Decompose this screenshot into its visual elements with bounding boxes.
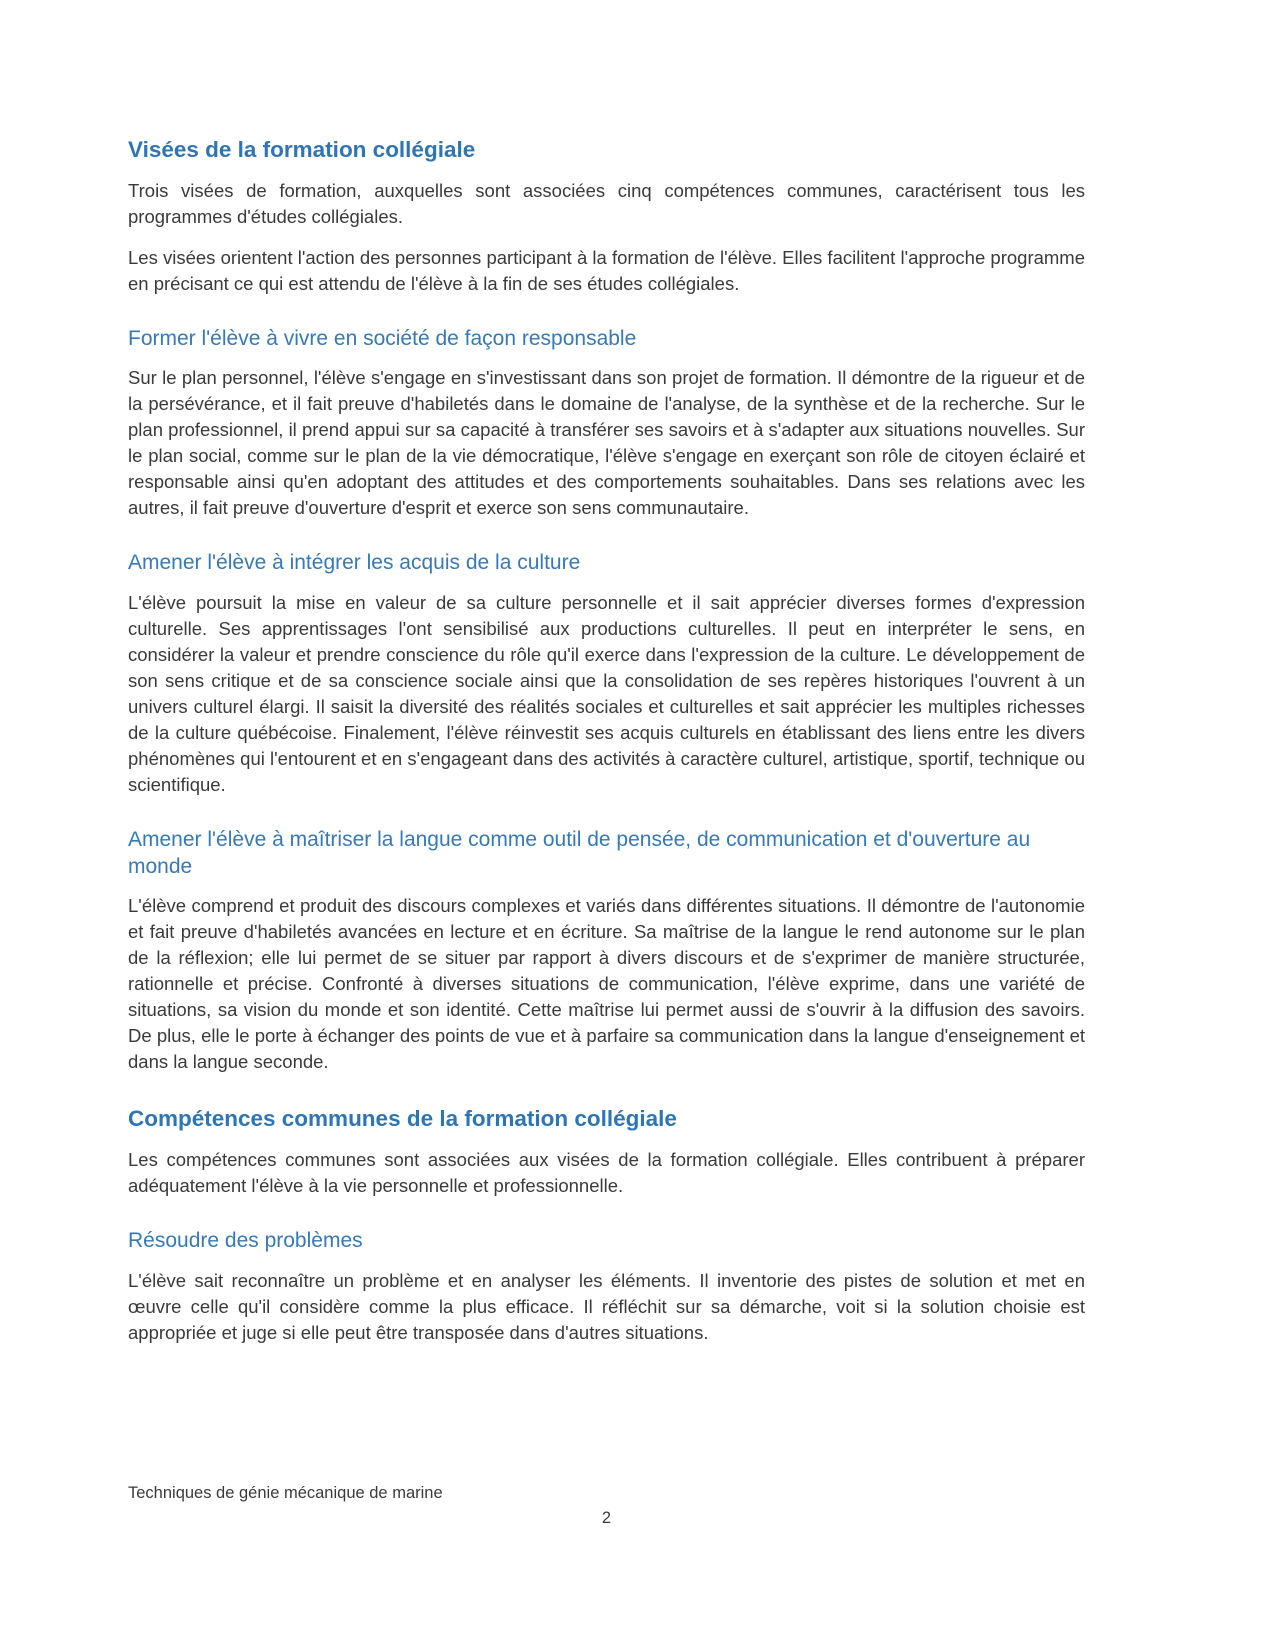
paragraph-visees-intro-1: Trois visées de formation, auxquelles sont associées cinq compétences communes, caractérisent tous les programmes d'études collégiales. — [128, 180, 1085, 228]
footer-program-name: Techniques de génie mécanique de marine — [128, 1484, 443, 1502]
page-footer — [128, 1484, 1085, 1528]
section-title-competences: Compétences communes de la formation collégiale — [128, 1106, 677, 1132]
subsection-title-acquis-culture: Amener l'élève à intégrer les acquis de la culture — [128, 551, 581, 575]
document-content — [128, 136, 1085, 1361]
section-title-visees: Visées de la formation collégiale — [128, 137, 476, 162]
paragraph-visees-intro-2: Les visées orientent l'action des personnes participant à la formation de l'élève. Elles facilitent l'approche programme en précisant ce qui est attendu de l'élève à la fin de ses études collégiales. — [128, 247, 1085, 295]
paragraph-competences-intro: Les compétences communes sont associées aux visées de la formation collégiale. Elles contribuent à préparer adéquatement l'élève à la vie personnelle et professionnelle. — [128, 1149, 1085, 1197]
page-number: 2 — [601, 1509, 612, 1527]
paragraph-acquis-culture: L'élève poursuit la mise en valeur de sa culture personnelle et il sait apprécier diverses formes d'expression culturelle. Ses apprentissages l'ont sensibilisé aux productions culturelles. Il peut en interpréter le sens, en considérer la valeur et prendre conscience du rôle qu'il exerce dans l'expression de la culture. Le développement de son sens critique et de sa conscience sociale ainsi que la consolidation de ses repères historiques l'ouvrent à un univers culturel élargi. Il saisit la diversité des réalités sociales et culturelles et sait apprécier les multiples richesses de la culture québécoise. Finalement, l'élève réinvestit ses acquis culturels en établissant des liens entre les divers phénomènes qui l'entourent et en s'engageant dans des activités à caractère culturel, artistique, sportif, technique ou scientifique. — [128, 591, 1085, 795]
subsection-title-maitriser-langue: Amener l'élève à maîtriser la langue comme outil de pensée, de communication et d'ouverture au monde — [128, 827, 1031, 879]
paragraph-maitriser-langue: L'élève comprend et produit des discours complexes et variés dans différentes situations. Il démontre de l'autonomie et fait preuve d'habiletés avancées en lecture et en écriture. Sa maîtrise de la langue le rend autonome sur le plan de la réflexion; elle lui permet de se situer par rapport à divers discours et de s'exprimer de manière structurée, rationnelle et précise. Confronté à diverses situations de communication, l'élève exprime, dans une variété de situations, sa vision du monde et son identité. Cette maîtrise lui permet aussi de s'ouvrir à la diffusion des savoirs. De plus, elle le porte à échanger des points de vue et à parfaire sa communication dans la langue d'enseignement et dans la langue seconde. — [128, 895, 1085, 1073]
subsection-title-former-eleve: Former l'élève à vivre en société de façon responsable — [128, 327, 637, 351]
paragraph-former-eleve: Sur le plan personnel, l'élève s'engage en s'investissant dans son projet de formation. Il démontre de la rigueur et de la persévérance, et il fait preuve d'habiletés dans le domaine de l'analyse, de la synthèse et de la recherche. Sur le plan professionnel, il prend appui sur sa capacité à transférer ses savoirs et à s'adapter aux situations nouvelles. Sur le plan social, comme sur le plan de la vie démocratique, l'élève s'engage en exerçant son rôle de citoyen éclairé et responsable ainsi qu'en adoptant des attitudes et des comportements souhaitables. Dans ses relations avec les autres, il fait preuve d'ouverture d'esprit et exerce son sens communautaire. — [128, 367, 1085, 519]
subsection-title-resoudre-problemes: Résoudre des problèmes — [128, 1229, 363, 1253]
paragraph-resoudre-problemes: L'élève sait reconnaître un problème et en analyser les éléments. Il inventorie des pistes de solution et met en œuvre celle qu'il considère comme la plus efficace. Il réfléchit sur sa démarche, voit si la solution choisie est appropriée et juge si elle peut être transposée dans d'autres situations. — [128, 1269, 1085, 1343]
